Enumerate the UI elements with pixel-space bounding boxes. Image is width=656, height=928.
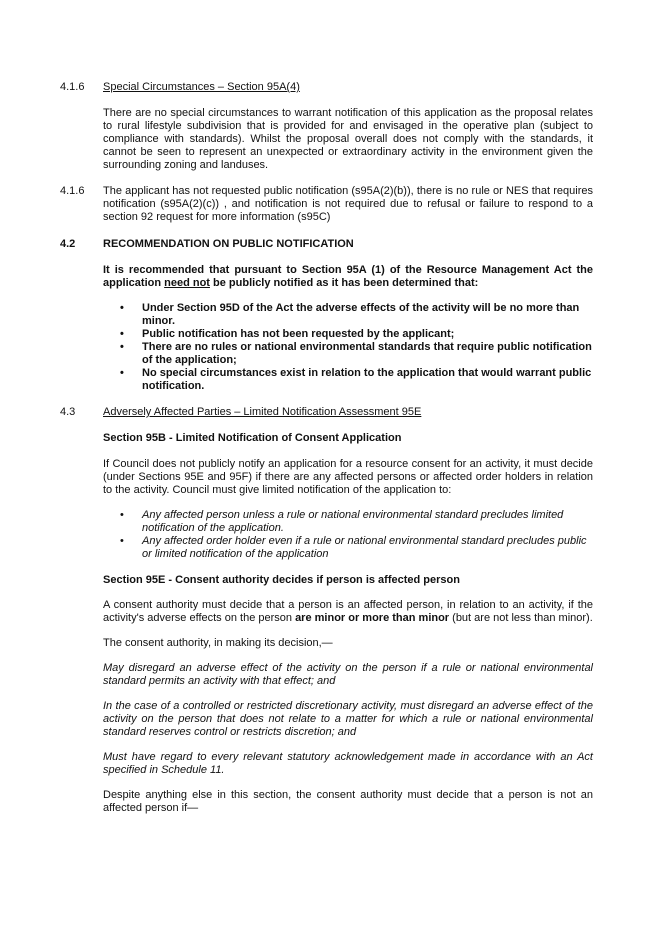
italic-paragraph: In the case of a controlled or restricted discretionary activity, must disregard an adverse effect of the activity on the person that does not relate to a matter for which a rule or national environmental standard reserves control or restricts discretion; and: [103, 700, 593, 738]
italic-paragraph: May disregard an adverse effect of the activity on the person if a rule or national environmental standard permits an activity with that effect; and: [103, 662, 593, 687]
section-number: 4.1.6: [60, 185, 85, 197]
italic-paragraph: Must have regard to every relevant statutory acknowledgement made in accordance with an Act specified in Schedule 11.: [103, 751, 593, 776]
text-run-underlined: need not: [164, 277, 210, 289]
bullet-icon: •: [120, 535, 124, 547]
paragraph: Despite anything else in this section, the consent authority must decide that a person is not an affected person if—: [103, 789, 593, 814]
section-heading: Special Circumstances – Section 95A(4): [103, 81, 300, 93]
section-number: 4.3: [60, 406, 76, 418]
text-run: It is recommended that pursuant to Section 95A (1) of the Resource Management Act the application: [103, 264, 593, 289]
section-heading: Adversely Affected Parties – Limited Notification Assessment 95E: [103, 406, 422, 418]
section-heading: RECOMMENDATION ON PUBLIC NOTIFICATION: [103, 238, 354, 250]
section-number: 4.1.6: [60, 81, 85, 93]
text-run: A consent authority must decide that a person is an affected person, in relation to an activity, if the activity's adverse effects on the person: [103, 599, 593, 624]
list-item: Any affected person unless a rule or national environmental standard precludes limited notification of the application.: [142, 509, 564, 534]
paragraph: There are no special circumstances to warrant notification of this application as the proposal relates to rural lifestyle subdivision that is provided for and envisaged in the operative plan (subject to compliance with standards). Whilst the proposal overall does not comply with the standards, it cannot be seen to represent an unexpected or extraordinary activity in the environment given the surrounding zoning and landuses.: [103, 107, 593, 171]
bullet-icon: •: [120, 509, 124, 521]
bullet-icon: •: [120, 367, 124, 379]
bullet-icon: •: [120, 328, 124, 340]
bullet-icon: •: [120, 302, 124, 314]
list-item: No special circumstances exist in relation to the application that would warrant public notification.: [142, 367, 592, 392]
paragraph: [103, 599, 593, 625]
subheading: Section 95B - Limited Notification of Consent Application: [103, 432, 402, 444]
list-item: Under Section 95D of the Act the adverse effects of the activity will be no more than minor.: [142, 302, 580, 327]
section-number: 4.2: [60, 238, 76, 250]
paragraph: The applicant has not requested public notification (s95A(2)(b)), there is no rule or NES that requires notification (s95A(2)(c)) , and notification is not required due to refusal or failure to respond to a section 92 request for more information (s95C): [103, 185, 593, 223]
subheading: Section 95E - Consent authority decides if person is affected person: [103, 574, 460, 586]
bullet-icon: •: [120, 341, 124, 353]
text-run-bold: are minor or more than minor: [295, 612, 450, 624]
text-run: (but are not less than minor).: [449, 612, 593, 624]
recommendation-paragraph: [103, 264, 593, 290]
paragraph: If Council does not publicly notify an application for a resource consent for an activity, it must decide (under Sections 95E and 95F) if there are any affected persons or affected order holders in relation to the activity. Council must give limited notification of the application to:: [103, 458, 593, 496]
paragraph: The consent authority, in making its decision,—: [103, 637, 333, 649]
list-item: Any affected order holder even if a rule or national environmental standard precludes public or limited notification of the application: [142, 535, 587, 560]
list-item: There are no rules or national environmental standards that require public notification of the application;: [142, 341, 592, 366]
list-item: Public notification has not been requested by the applicant;: [142, 328, 455, 340]
text-run: be publicly notified as it has been determined that:: [209, 277, 479, 289]
